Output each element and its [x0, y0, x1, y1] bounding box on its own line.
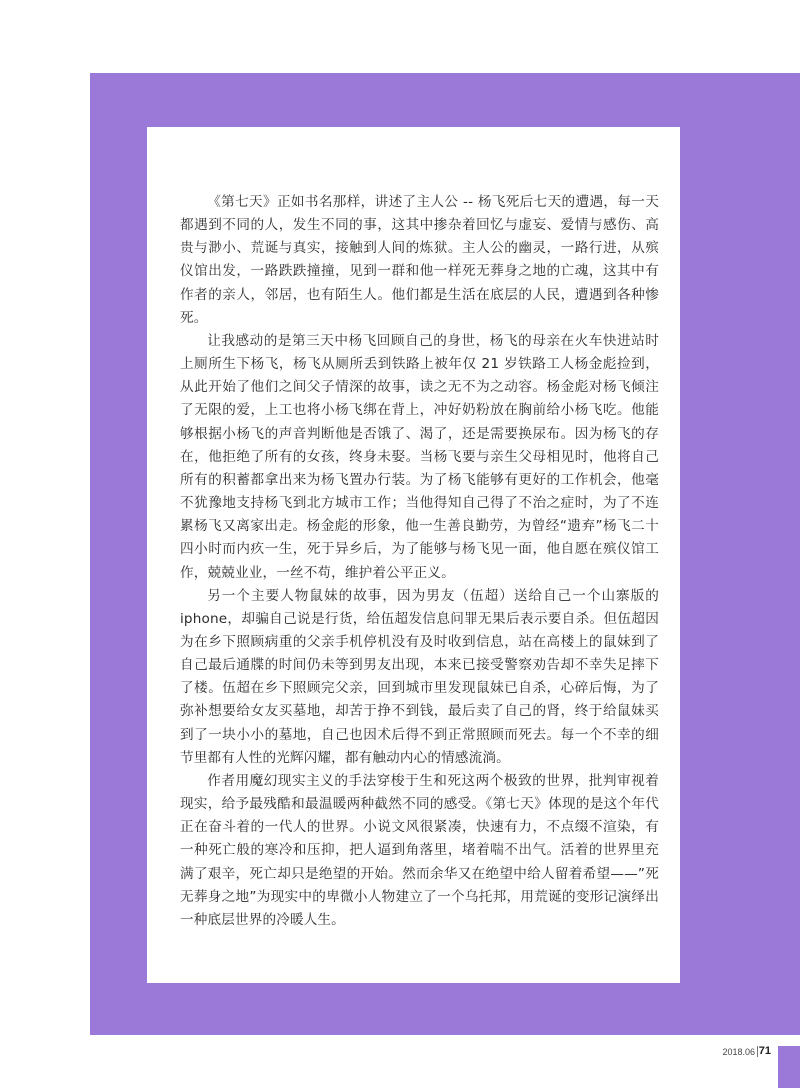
page-number: 71 [758, 1045, 771, 1057]
paragraph-1: 《第七天》正如书名那样，讲述了主人公 -- 杨飞死后七天的遭遇，每一天都遇到不同的人，发生不同的事，这其中掺杂着回忆与虚妄、爱情与感伤、高贵与渺小、荒诞与真实，接触到人间的炼狱。主人公的幽灵，一路行进，从殡仪馆出发，一路跌跌撞撞，见到一群和他一样死无葬身之地的亡魂，这其中有作者的亲人，邻居，也有陌生人。他们都是生活在底层的人民，遭遇到各种惨死。 [180, 194, 659, 326]
paragraph-4: 作者用魔幻现实主义的手法穿梭于生和死这两个极致的世界，批判审视着现实，给予最残酷和最温暖两种截然不同的感受。《第七天》体现的是这个年代正在奋斗着的一代人的世界。小说文风很紧凑，快速有力，不点缀不渲染，有一种死亡般的寒冷和压抑，把人逼到角落里，堵着喘不出气。活着的世界里充满了艰辛，死亡却只是绝望的开始。然而余华又在绝望中给人留着希望——”死无葬身之地”为现实中的卑微小人物建立了一个乌托邦，用荒诞的变形记演绎出一种底层世界的冷暖人生。 [180, 772, 659, 928]
article-box [147, 127, 680, 983]
article-body [180, 191, 659, 932]
issue-date: 2018.06 [722, 1047, 755, 1057]
paragraph-2: 让我感动的是第三天中杨飞回顾自己的身世，杨飞的母亲在火车快进站时上厕所生下杨飞，杨飞从厕所丢到铁路上被年仅 21 岁铁路工人杨金彪捡到，从此开始了他们之间父子情深的故事，读之无不为之动容。杨金彪对杨飞倾注了无限的爱，上工也将小杨飞绑在背上，冲好奶粉放在胸前给小杨飞吃。他能够根据小杨飞的声音判断他是否饿了、渴了，还是需要换尿布。因为杨飞的存在，他拒绝了所有的女孩，终身未娶。当杨飞要与亲生父母相见时，他将自己所有的积蓄都拿出来为杨飞置办行装。为了杨飞能够有更好的工作机会，他毫不犹豫地支持杨飞到北方城市工作；当他得知自己得了不治之症时，为了不连累杨飞又离家出走。杨金彪的形象，他一生善良勤劳，为曾经“遗弃”杨飞二十四小时而内疚一生，死于异乡后，为了能够与杨飞见一面，他自愿在殡仪馆工作，兢兢业业，一丝不苟，维护着公平正义。 [180, 332, 659, 581]
corner-tab [778, 1046, 800, 1088]
paragraph-3: 另一个主要人物鼠妹的故事，因为男友（伍超）送给自己一个山寨版的 iphone，却骗自己说是行货，给伍超发信息问罪无果后表示要自杀。但伍超因为在乡下照顾病重的父亲手机停机没有及时收到信息，站在高楼上的鼠妹到了自己最后通牒的时间仍未等到男友出现，本来已接受警察劝告却不幸失足摔下了楼。伍超在乡下照顾完父亲，回到城市里发现鼠妹已自杀，心碎后悔，为了弥补想要给女友买墓地，却苦于挣不到钱，最后卖了自己的肾，终于给鼠妹买到了一块小小的墓地，自己也因术后得不到正常照顾而死去。每一个不幸的细节里都有人性的光辉闪耀，都有触动内心的情感流淌。 [180, 587, 659, 766]
